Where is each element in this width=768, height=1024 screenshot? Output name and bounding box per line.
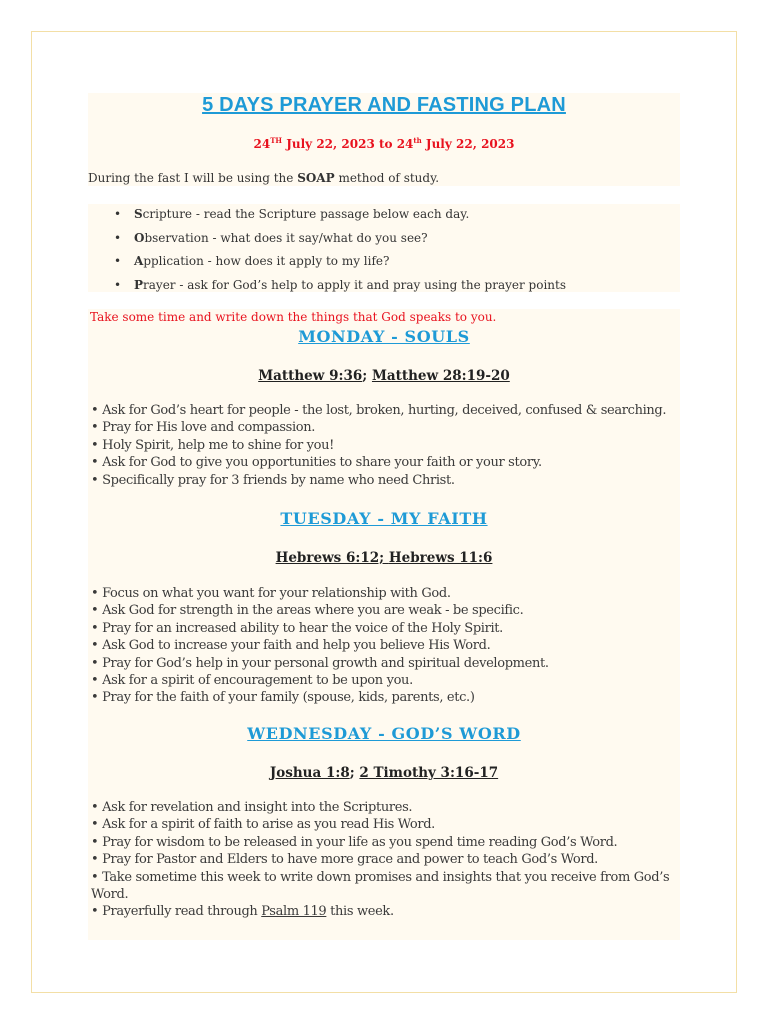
list-item: • Ask for revelation and insight into the Scriptures. bbox=[91, 800, 413, 815]
bullet-icon: • bbox=[114, 254, 122, 268]
main-content bbox=[88, 309, 680, 940]
soap-item-application bbox=[114, 253, 680, 277]
intro-post: method of study. bbox=[334, 171, 440, 185]
reflection-note: Take some time and write down the things that God speaks to you. bbox=[90, 310, 497, 324]
title-block bbox=[88, 93, 680, 133]
date-start-day: 24 bbox=[253, 137, 271, 151]
date-mid: July 22, 2023 to 24 bbox=[282, 137, 414, 151]
list-item: • Ask for God to give you opportunities to share your faith or your story. bbox=[91, 455, 542, 471]
list-item: • Pray for His love and compassion. bbox=[91, 420, 316, 436]
list-item: • Pray for Pastor and Elders to have more grace and power to teach God’s Word. bbox=[91, 852, 598, 868]
list-item-text: this week. bbox=[326, 904, 394, 920]
wednesday-refs bbox=[88, 765, 680, 781]
intro-pre: During the fast I will be using the bbox=[88, 171, 298, 185]
wednesday-heading: WEDNESDAY - GOD’S WORD bbox=[247, 724, 521, 743]
list-item: • Pray for wisdom to be released in your life as you spend time reading God’s Word. bbox=[91, 834, 618, 850]
date-end: July 22, 2023 bbox=[421, 137, 515, 151]
monday-refs bbox=[88, 368, 680, 384]
soap-letter: S bbox=[134, 207, 143, 221]
soap-item-scripture bbox=[114, 206, 680, 230]
soap-letter: O bbox=[134, 230, 145, 245]
tuesday-refs bbox=[88, 550, 680, 566]
date-range bbox=[88, 133, 680, 159]
list-item: • Ask God to increase your faith and help you believe His Word. bbox=[91, 638, 491, 654]
tuesday-heading: TUESDAY - MY FAITH bbox=[280, 509, 488, 528]
list-item-text: • Prayerfully read through bbox=[91, 904, 262, 920]
scripture-link[interactable]: Hebrews 6:12; bbox=[275, 550, 389, 566]
list-item: • Holy Spirit, help me to shine for you! bbox=[91, 437, 335, 453]
bullet-icon: • bbox=[114, 230, 122, 245]
soap-text: bservation - what does it say/what do you see? bbox=[144, 230, 428, 245]
date-end-suffix: th bbox=[413, 136, 422, 145]
list-item: • Focus on what you want for your relationship with God. bbox=[91, 586, 451, 601]
soap-letter: A bbox=[134, 254, 144, 268]
wednesday-prayer-list bbox=[91, 799, 671, 921]
soap-text: rayer - ask for God’s help to apply it and pray using the prayer points bbox=[143, 277, 566, 292]
soap-item-observation bbox=[114, 230, 680, 254]
soap-letter: P bbox=[134, 277, 144, 292]
scripture-link[interactable]: Psalm 119 bbox=[261, 904, 327, 920]
list-item: • Specifically pray for 3 friends by name who need Christ. bbox=[91, 472, 455, 488]
bullet-icon: • bbox=[114, 277, 122, 292]
ref-separator: ; bbox=[349, 765, 360, 781]
soap-text: pplication - how does it apply to my life? bbox=[143, 254, 390, 268]
list-item: • Ask for God’s heart for people - the lost, broken, hurting, deceived, confused & searching. bbox=[91, 403, 667, 418]
soap-item-prayer bbox=[114, 277, 680, 301]
list-item: • Pray for an increased ability to hear the voice of the Holy Spirit. bbox=[91, 620, 503, 636]
list-item: • Ask for a spirit of faith to arise as you read His Word. bbox=[91, 817, 435, 833]
soap-text: cripture - read the Scripture passage below each day. bbox=[142, 207, 470, 221]
monday-prayer-list bbox=[91, 402, 671, 489]
scripture-link[interactable]: Hebrews 11:6 bbox=[388, 550, 493, 566]
scripture-link[interactable]: Joshua 1:8 bbox=[269, 765, 350, 781]
soap-list bbox=[88, 204, 680, 292]
scripture-link[interactable]: 2 Timothy 3:16-17 bbox=[359, 765, 499, 781]
monday-heading: MONDAY - SOULS bbox=[298, 327, 470, 346]
list-item: • Pray for God’s help in your personal growth and spiritual development. bbox=[91, 655, 549, 671]
scripture-link[interactable]: Matthew 28:19-20 bbox=[371, 368, 510, 384]
bullet-icon: • bbox=[114, 207, 122, 221]
list-item: • Ask for a spirit of encouragement to be upon you. bbox=[91, 673, 413, 689]
page-title: 5 DAYS PRAYER AND FASTING PLAN bbox=[202, 94, 566, 116]
list-item: • Take sometime this week to write down promises and insights that you receive from God’s Word. bbox=[91, 869, 670, 903]
date-start-suffix: TH bbox=[270, 136, 283, 145]
tuesday-prayer-list bbox=[91, 585, 671, 707]
list-item bbox=[91, 903, 671, 920]
intro-soap: SOAP bbox=[297, 171, 335, 185]
list-item: • Ask God for strength in the areas where you are weak - be specific. bbox=[91, 603, 524, 619]
list-item: • Pray for the faith of your family (spouse, kids, parents, etc.) bbox=[91, 690, 475, 706]
scripture-link[interactable]: Matthew 9:36 bbox=[258, 368, 363, 384]
intro-text bbox=[88, 159, 680, 186]
ref-separator: ; bbox=[362, 368, 372, 384]
